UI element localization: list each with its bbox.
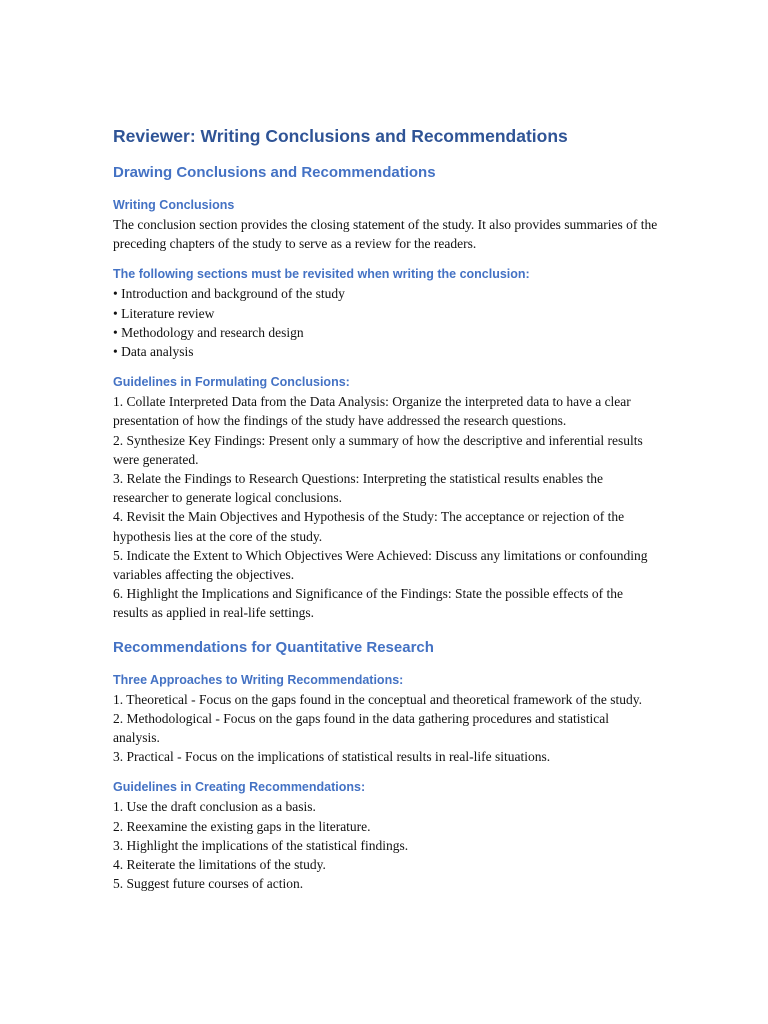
list-item: 2. Reexamine the existing gaps in the literature. (113, 818, 371, 834)
section-heading-drawing: Drawing Conclusions and Recommendations (113, 164, 436, 181)
section-heading-recommendations: Recommendations for Quantitative Research (113, 638, 434, 656)
guidelines-recommendations-list (113, 797, 658, 893)
list-item: • Literature review (113, 305, 215, 321)
list-item: 1. Use the draft conclusion as a basis. (113, 799, 316, 815)
revisit-list (113, 284, 658, 361)
approaches-list (113, 690, 658, 767)
list-item: 3. Relate the Findings to Research Questions: Interpreting the statistical results enables the researcher to generate logical conclusions. (113, 471, 604, 506)
list-item: • Data analysis (113, 344, 194, 360)
list-item: 2. Methodological - Focus on the gaps found in the data gathering procedures and statistical analysis. (113, 710, 609, 746)
document-page (113, 124, 658, 893)
paragraph-conclusion-intro: The conclusion section provides the closing statement of the study. It also provides summaries of the preceding chapters of the study to serve as a review for the readers. (113, 217, 658, 252)
list-item: 6. Highlight the Implications and Significance of the Findings: State the possible effects of the results as applied in real-life settings. (113, 586, 624, 621)
subheading-writing-conclusions: Writing Conclusions (113, 198, 235, 212)
document-title: Reviewer: Writing Conclusions and Recommendations (113, 126, 568, 146)
subheading-guidelines-conclusions: Guidelines in Formulating Conclusions: (113, 375, 350, 390)
list-item: 3. Highlight the implications of the statistical findings. (113, 837, 409, 853)
list-item: 4. Reiterate the limitations of the study. (113, 857, 326, 873)
guidelines-conclusions-list (113, 392, 658, 622)
list-item: 5. Suggest future courses of action. (113, 876, 304, 892)
list-item: 1. Theoretical - Focus on the gaps found in the conceptual and theoretical framework of the study. (113, 691, 642, 707)
list-item: 5. Indicate the Extent to Which Objectives Were Achieved: Discuss any limitations or confounding variables affecting the objectives. (113, 547, 648, 583)
list-item: 4. Revisit the Main Objectives and Hypothesis of the Study: The acceptance or rejection of the hypothesis lies at the core of the study. (113, 509, 625, 544)
subheading-revisit-sections: The following sections must be revisited when writing the conclusion: (113, 267, 530, 282)
list-item: 1. Collate Interpreted Data from the Data Analysis: Organize the interpreted data to have a clear presentation of how the findings of the study have addressed the research questions. (113, 394, 631, 429)
subheading-guidelines-recommendations: Guidelines in Creating Recommendations: (113, 780, 366, 795)
list-item: • Introduction and background of the study (113, 286, 345, 302)
list-item: 3. Practical - Focus on the implications of statistical results in real-life situations. (113, 749, 551, 765)
list-item: 2. Synthesize Key Findings: Present only a summary of how the descriptive and inferential results were generated. (113, 432, 643, 467)
subheading-approaches: Three Approaches to Writing Recommendations: (113, 672, 404, 687)
list-item: • Methodology and research design (113, 324, 304, 340)
